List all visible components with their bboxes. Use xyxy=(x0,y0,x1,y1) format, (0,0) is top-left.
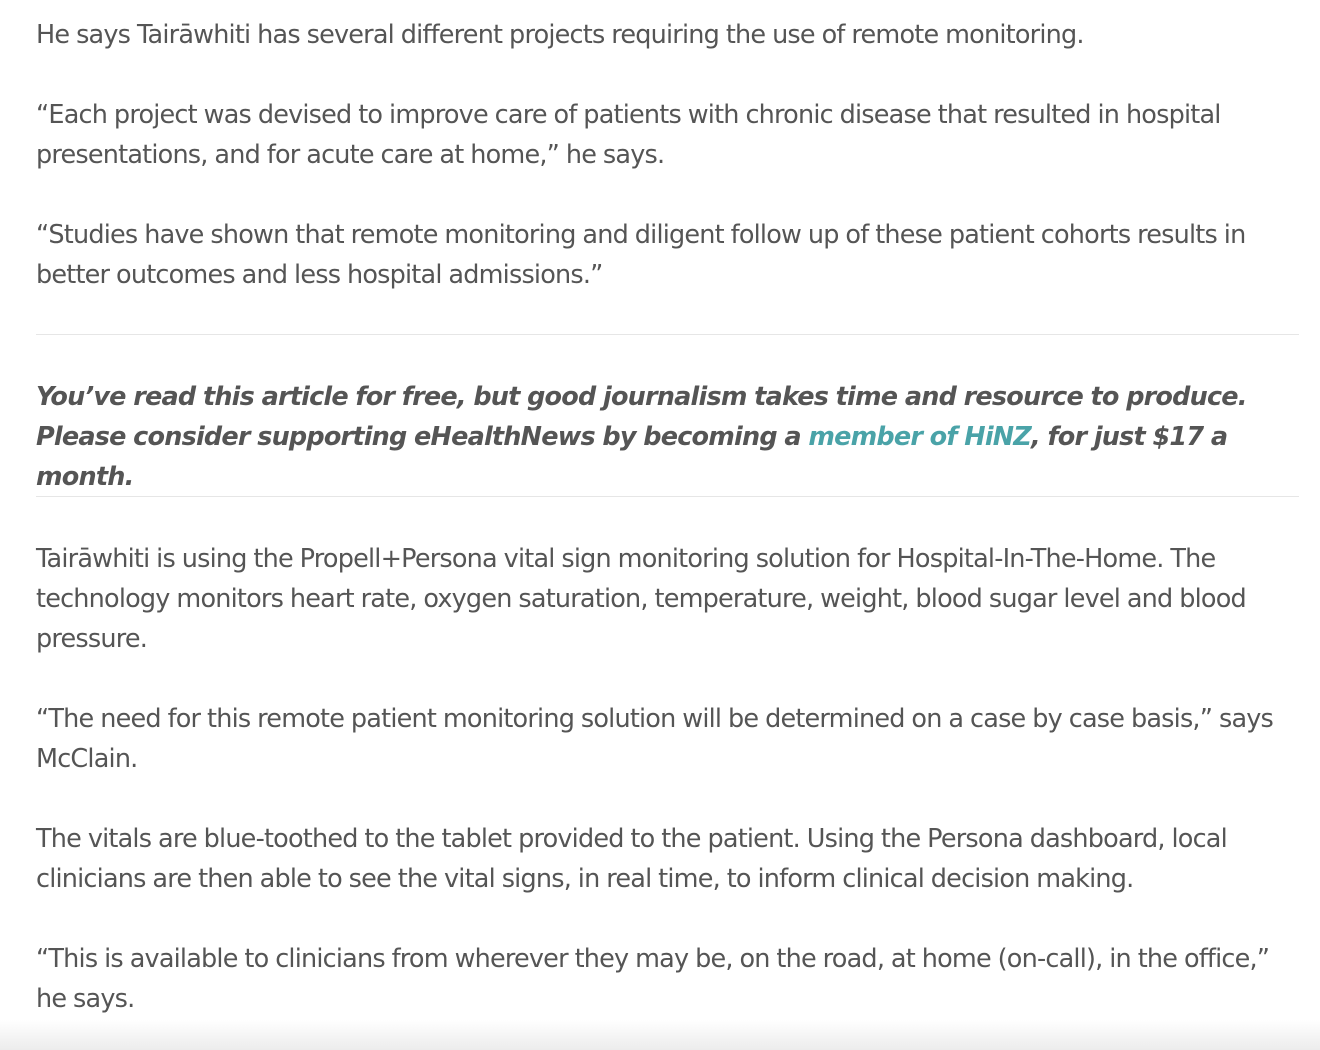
article-paragraph: “Studies have shown that remote monitoring and diligent follow up of these patient cohorts results in better outcomes and less hospital admissions.” xyxy=(36,220,1246,290)
divider xyxy=(36,334,1299,335)
member-of-hinz-link[interactable]: member of HiNZ xyxy=(808,422,1031,452)
membership-callout xyxy=(36,377,1299,497)
article-paragraph: He says Tairāwhiti has several different projects requiring the use of remote monitoring. xyxy=(36,20,1084,50)
callout-text-end: , for just $17 a month. xyxy=(36,422,1228,492)
divider xyxy=(36,496,1299,497)
bottom-fade xyxy=(0,1020,1320,1050)
article-paragraph: Tairāwhiti is using the Propell+Persona vital sign monitoring solution for Hospital-In-The-Home. The technology monitors heart rate, oxygen saturation, temperature, weight, blood sugar level and blood pressure. xyxy=(36,544,1246,654)
article-paragraph: “Each project was devised to improve care of patients with chronic disease that resulted in hospital presentations, and for acute care at home,” he says. xyxy=(36,100,1221,170)
callout-text: You’ve read this article for free, but good journalism takes time and resource to produce. Please consider supporting eHealthNews by becoming a xyxy=(36,382,1247,452)
article-paragraph: The vitals are blue-toothed to the tablet provided to the patient. Using the Persona dashboard, local clinicians are then able to see the vital signs, in real time, to inform clinical decision making. xyxy=(36,824,1227,894)
article-paragraph: “The need for this remote patient monitoring solution will be determined on a case by case basis,” says McClain. xyxy=(36,704,1274,774)
article-paragraph: “This is available to clinicians from wherever they may be, on the road, at home (on-call), in the office,” he says. xyxy=(36,944,1270,1014)
